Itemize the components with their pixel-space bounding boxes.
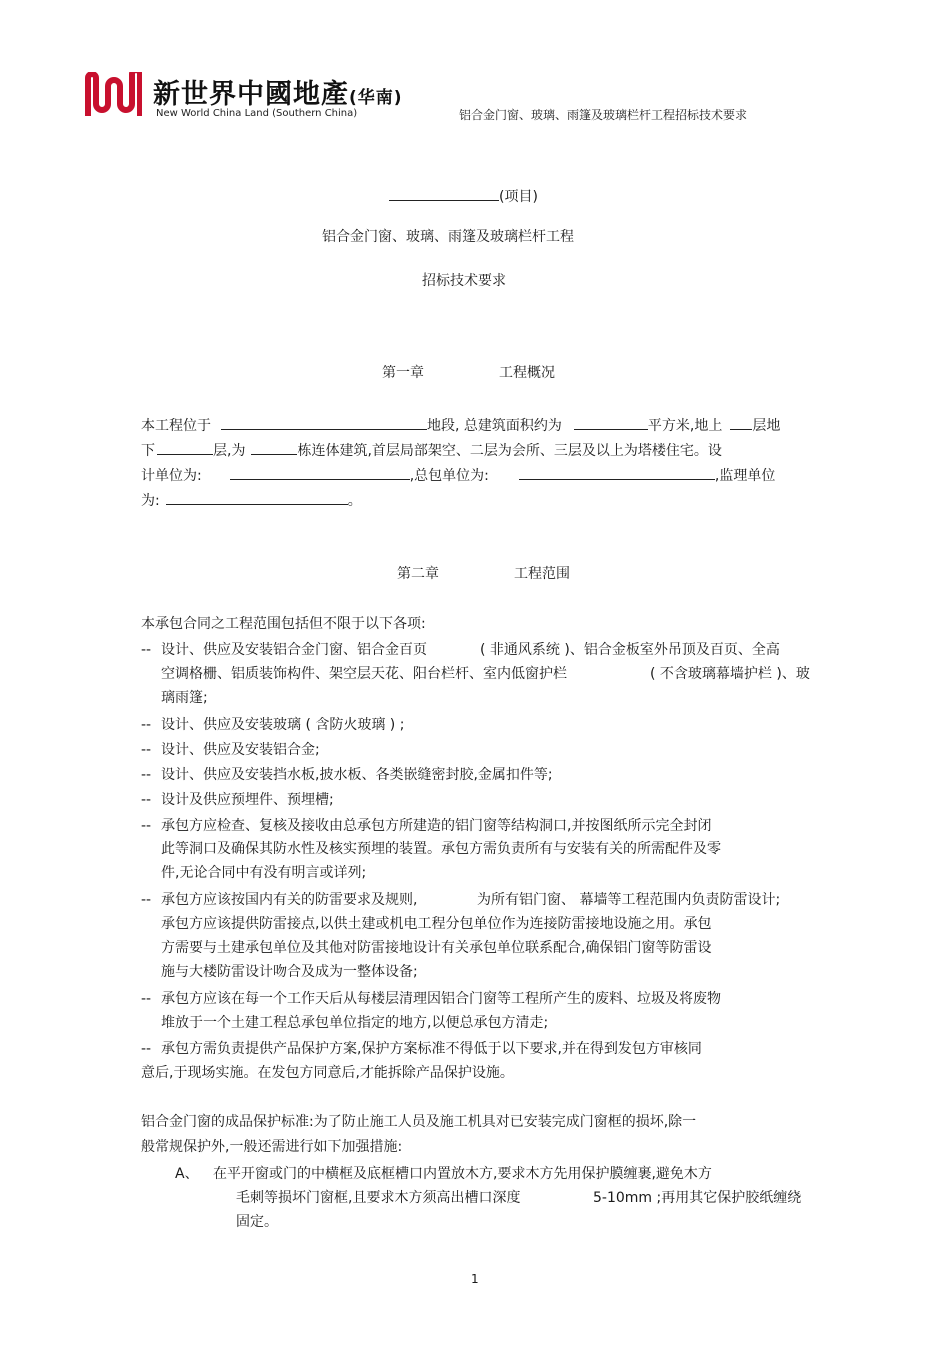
scope-item-6-line2: 此等洞口及确保其防水性及核实预埋的装置。承包方需负责所有与安装有关的所需配件及零 — [161, 841, 721, 857]
list-item-dash: -- — [141, 767, 152, 783]
list-item-dash: -- — [141, 792, 152, 808]
list-item-dash: -- — [141, 991, 152, 1007]
designer-blank[interactable] — [230, 465, 410, 480]
doc-title-line1: 铝合金门窗、玻璃、雨篷及玻璃栏杆工程 — [322, 229, 574, 245]
location-blank[interactable] — [221, 415, 427, 430]
measure-a-line2a: 毛刺等损坏门窗框,且要求木方须高出槽口深度 — [236, 1190, 521, 1206]
scope-item-5: 设计及供应预埋件、预埋槽; — [161, 792, 334, 808]
list-item-dash: -- — [141, 742, 152, 758]
scope-item-1-line2b: ( 不含玻璃幕墙护栏 )、玻 — [650, 666, 810, 682]
measure-a-line3: 固定。 — [236, 1214, 278, 1230]
floors-below-blank[interactable] — [157, 440, 213, 455]
logo-brand-name: 新世界中國地產(华南) — [153, 79, 403, 110]
measure-a-line1: 在平开窗或门的中横框及底框槽口内置放木方,要求木方先用保护膜缠裹,避免木方 — [213, 1166, 712, 1182]
project-name-blank[interactable] — [389, 186, 499, 201]
scope-item-7-line4: 施与大楼防雷设计吻合及成为一整体设备; — [161, 964, 418, 980]
logo-brand-region: (华南) — [349, 88, 403, 108]
scope-item-1-line1b: ( 非通风系统 )、铝合金板室外吊顶及百页、全高 — [480, 642, 780, 658]
page-number: 1 — [471, 1272, 479, 1286]
buildings-blank[interactable] — [251, 440, 297, 455]
measure-a-line2b: 5-10mm ;再用其它保护胶纸缠绕 — [593, 1190, 802, 1206]
scope-item-9-line2: 意后,于现场实施。在发包方同意后,才能拆除产品保护设施。 — [141, 1065, 514, 1081]
scope-item-7-line1b: 为所有铝门窗、 幕墙等工程范围内负责防雷设计; — [477, 892, 781, 908]
logo-english-name: New World China Land (Southern China) — [156, 108, 358, 119]
supervisor-blank[interactable] — [166, 490, 348, 505]
scope-item-2: 设计、供应及安装玻璃 ( 含防火玻璃 ) ; — [161, 717, 405, 733]
chapter1-title: 工程概况 — [499, 365, 555, 381]
overview-line-4: 为: 。 — [141, 490, 362, 510]
floors-above-blank[interactable] — [730, 415, 752, 430]
list-item-dash: -- — [141, 717, 152, 733]
area-blank[interactable] — [574, 415, 648, 430]
overview-line-3: 计单位为: ,总包单位为: ,监理单位 — [141, 465, 775, 485]
header-doc-title: 铝合金门窗、玻璃、雨篷及玻璃栏杆工程招标技术要求 — [459, 108, 748, 122]
chapter2-title: 工程范围 — [514, 566, 570, 582]
chapter2-number: 第二章 — [397, 566, 439, 582]
scope-item-7-line1a: 承包方应该按国内有关的防雷要求及规则, — [161, 892, 418, 908]
contractor-blank[interactable] — [519, 465, 715, 480]
scope-item-8-line2: 堆放于一个土建工程总承包单位指定的地方,以便总承包方清走; — [161, 1015, 549, 1031]
overview-line-2: 下 层,为 栋连体建筑,首层局部架空、二层为会所、三层及以上为塔楼住宅。设 — [141, 440, 722, 460]
scope-item-1-line1a: 设计、供应及安装铝合金门窗、铝合金百页 — [161, 642, 427, 658]
scope-item-6-line3: 件,无论合同中有没有明言或详列; — [161, 865, 367, 881]
measure-a-label: A、 — [175, 1166, 199, 1182]
scope-item-1-line2a: 空调格栅、铝质装饰构件、架空层天花、阳台栏杆、室内低窗护栏 — [161, 666, 567, 682]
overview-line-1: 本工程位于 地段, 总建筑面积约为 平方米,地上 层地 — [141, 415, 780, 435]
doc-title-line2: 招标技术要求 — [422, 273, 506, 289]
scope-item-4: 设计、供应及安装挡水板,披水板、各类嵌缝密封胶,金属扣件等; — [161, 767, 553, 783]
scope-intro: 本承包合同之工程范围包括但不限于以下各项: — [141, 616, 426, 632]
list-item-dash: -- — [141, 818, 152, 834]
list-item-dash: -- — [141, 892, 152, 908]
logo-mark-icon — [84, 72, 142, 118]
scope-item-8-line1: 承包方应该在每一个工作天后从每楼层清理因铝合门窗等工程所产生的废料、垃圾及将废物 — [161, 991, 721, 1007]
company-logo — [84, 72, 142, 118]
list-item-dash: -- — [141, 1041, 152, 1057]
scope-item-3: 设计、供应及安装铝合金; — [161, 742, 320, 758]
protection-para-line2: 般常规保护外,一般还需进行如下加强措施: — [141, 1139, 403, 1155]
protection-para-line1: 铝合金门窗的成品保护标准:为了防止施工人员及施工机具对已安装完成门窗框的损坏,除一 — [141, 1114, 697, 1130]
chapter1-number: 第一章 — [382, 365, 424, 381]
scope-item-9-line1: 承包方需负责提供产品保护方案,保护方案标准不得低于以下要求,并在得到发包方审核同 — [161, 1041, 702, 1057]
scope-item-1-line3: 璃雨篷; — [161, 690, 208, 706]
scope-item-6-line1: 承包方应检查、复核及接收由总承包方所建造的铝门窗等结构洞口,并按图纸所示完全封闭 — [161, 818, 712, 834]
scope-item-7-line3: 方需要与土建承包单位及其他对防雷接地设计有关承包单位联系配合,确保铝门窗等防雷设 — [161, 940, 712, 956]
scope-item-7-line2: 承包方应该提供防雷接点,以供土建或机电工程分包单位作为连接防雷接地设施之用。承包 — [161, 916, 712, 932]
project-title: (项目) — [389, 186, 538, 206]
list-item-dash: -- — [141, 642, 152, 658]
